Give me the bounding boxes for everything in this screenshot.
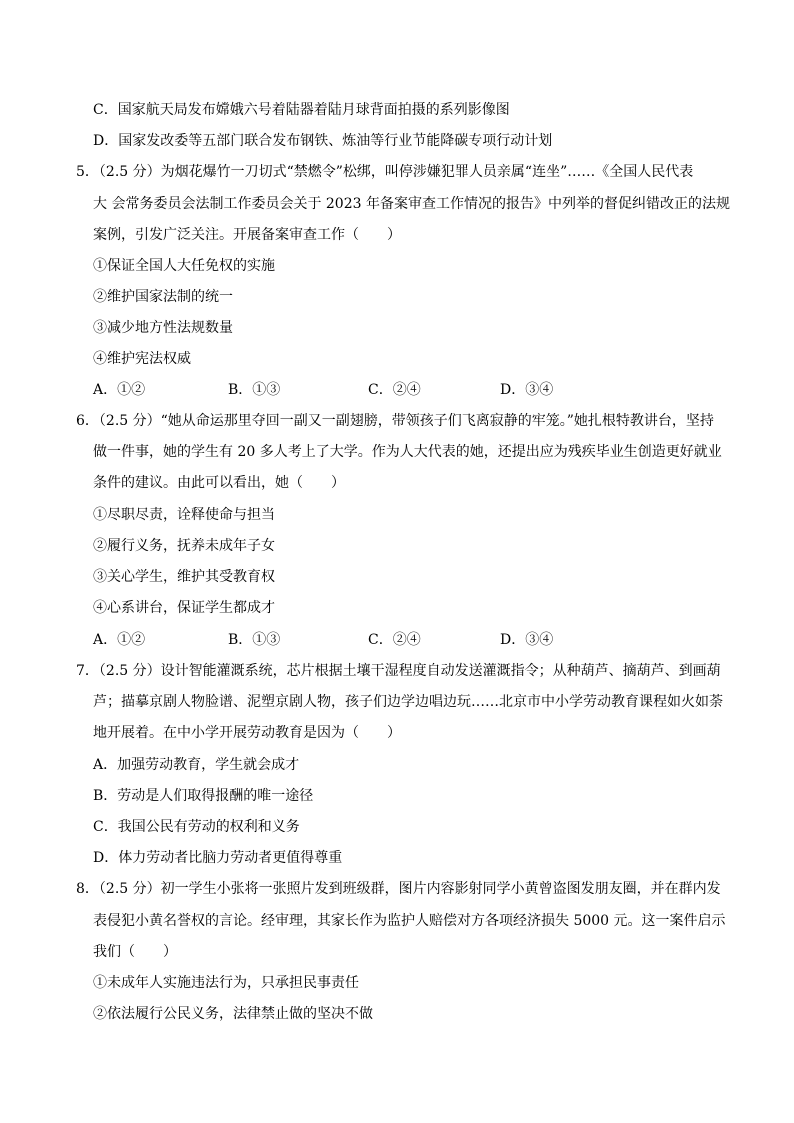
q5-option-a: A．①② [93,382,146,398]
q5-item-2: ②维护国家法制的统一 [93,289,233,305]
q8-stem-line-1: 8．（2.5 分）初一学生小张将一张照片发到班级群，图片内容影射同学小黄曾盗图发朋友圈，并在群内发 [76,881,721,897]
q5-stem-line-3: 案例，引发广泛关注。开展备案审查工作（ ） [93,227,401,243]
q4-option-d: D．国家发改委等五部门联合发布钢铁、炼油等行业节能降碳专项行动计划 [93,133,553,149]
q8-item-2: ②依法履行公民义务，法律禁止做的坚决不做 [93,1006,373,1022]
q6-stem-line-3: 条件的建议。由此可以看出，她（ ） [93,475,345,491]
q4-option-c: C．国家航天局发布嫦娥六号着陆器着陆月球背面拍摄的系列影像图 [93,102,510,118]
q8-stem-line-2: 表侵犯小黄名誉权的言论。经审理，其家长作为监护人赔偿对方各项经济损失 5000 元。这一案件启示 [93,913,726,929]
q5-option-b: B．①③ [228,382,281,398]
q6-option-b: B．①③ [228,632,281,648]
q5-item-4: ④维护宪法权威 [93,351,191,367]
q7-option-a: A．加强劳动教育，学生就会成才 [93,757,300,773]
q5-option-d: D．③④ [500,382,554,398]
q6-item-4: ④心系讲台，保证学生都成才 [93,600,275,616]
q6-stem-line-2: 做一件事，她的学生有 20 多人考上了大学。作为人大代表的她，还提出应为残疾毕业生创造更好就业 [93,444,722,460]
q6-item-3: ③关心学生，维护其受教育权 [93,569,275,585]
q7-stem-line-1: 7．（2.5 分）设计智能灌溉系统，芯片根据土壤干湿程度自动发送灌溉指令；从种葫芦、摘葫芦、到画葫 [76,663,721,679]
q7-option-d: D．体力劳动者比脑力劳动者更值得尊重 [93,850,343,866]
q5-stem-line-1: 5．（2.5 分）为烟花爆竹一刀切式“禁燃令”松绑，叫停涉嫌犯罪人员亲属“连坐”……《全国人民代表 [76,164,694,180]
q6-stem-line-1: 6．（2.5 分）“她从命运那里夺回一副又一副翅膀，带领孩子们飞离寂静的牢笼。”她扎根特教讲台，坚持 [76,413,714,429]
q5-item-3: ③减少地方性法规数量 [93,320,233,336]
q8-item-1: ①未成年人实施违法行为，只承担民事责任 [93,975,359,991]
q7-stem-line-3: 地开展着。在中小学开展劳动教育是因为（ ） [93,725,401,741]
q5-option-c: C．②④ [368,382,421,398]
q6-item-2: ②履行义务，抚养未成年子女 [93,538,275,554]
q6-option-c: C．②④ [368,632,421,648]
q7-option-b: B．劳动是人们取得报酬的唯一途径 [93,788,314,804]
q7-stem-line-2: 芦；描摹京剧人物脸谱、泥塑京剧人物，孩子们边学边唱边玩……北京市中小学劳动教育课程如火如荼 [93,694,723,710]
q5-stem-line-2: 大 会常务委员会法制工作委员会关于 2023 年备案审查工作情况的报告》中列举的督促纠错改正的法规 [93,196,730,212]
q6-option-d: D．③④ [500,632,554,648]
q6-option-a: A．①② [93,632,146,648]
q5-item-1: ①保证全国人大任免权的实施 [93,258,275,274]
q7-option-c: C．我国公民有劳动的权利和义务 [93,819,300,835]
q8-stem-line-3: 我们（ ） [93,944,177,960]
q6-item-1: ①尽职尽责，诠释使命与担当 [93,507,275,523]
